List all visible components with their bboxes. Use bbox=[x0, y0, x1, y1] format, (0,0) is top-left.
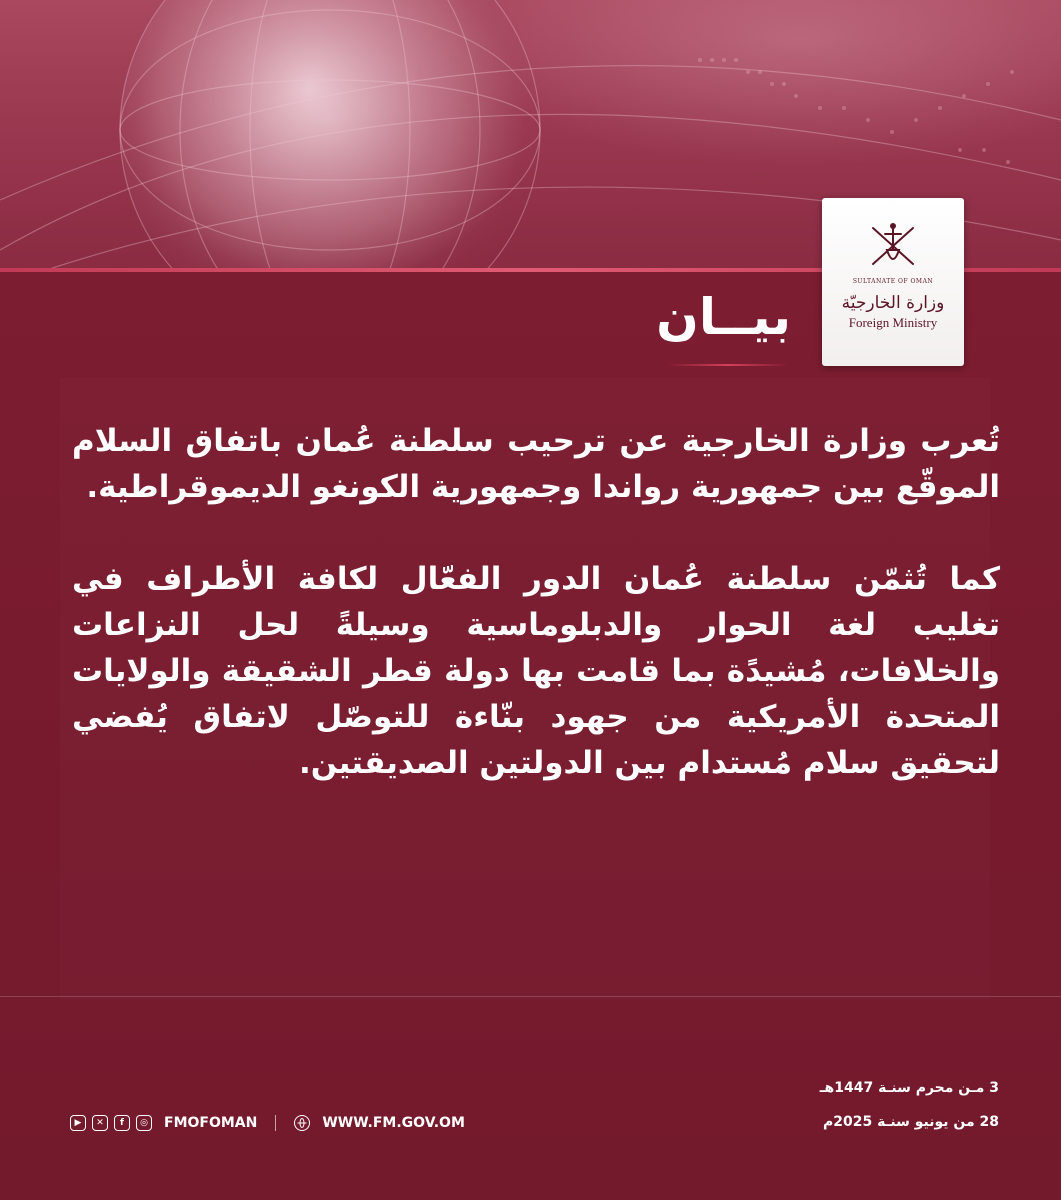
gregorian-date: 28 من يونيو سنـة 2025م bbox=[822, 1114, 999, 1130]
footer-separator bbox=[275, 1115, 276, 1131]
x-icon[interactable]: ✕ bbox=[92, 1115, 108, 1131]
footer-links bbox=[70, 1113, 465, 1133]
logo-arabic-name: وزارة الخارجيّة bbox=[841, 293, 945, 313]
statement-paragraph: تُعرب وزارة الخارجية عن ترحيب سلطنة عُمان باتفاق السلام الموقّع بين جمهورية رواندا وجمهورية الكونغو الديموقراطية. bbox=[72, 423, 1000, 505]
logo-english-name: Foreign Ministry bbox=[848, 315, 938, 330]
statement-body bbox=[72, 418, 1000, 832]
globe-icon bbox=[294, 1115, 310, 1131]
oman-khanjar-emblem-icon bbox=[865, 220, 921, 276]
facebook-icon[interactable]: f bbox=[114, 1115, 130, 1131]
hijri-date: 3 مـن محرم سنـة 1447هـ bbox=[819, 1080, 999, 1096]
youtube-icon[interactable]: ▶ bbox=[70, 1115, 86, 1131]
footer-divider bbox=[0, 996, 1061, 997]
statement-paragraph: كما تُثمّن سلطنة عُمان الدور الفعّال لكافة الأطراف في تغليب لغة الحوار والدبلوماسية وسيلةً لحل النزاعات والخلافات، مُشيدًة بما قامت بها دولة قطر الشقيقة والولايات المتحدة الأمريكية من جهود بنّاءة للتوصّل لاتفاق يُفضي لتحقيق سلام مُستدام بين الدولتين الصديقتين. bbox=[72, 561, 1000, 781]
ministry-logo bbox=[822, 198, 964, 366]
emblem-caption: SULTANATE OF OMAN bbox=[852, 278, 934, 285]
page-title: بيــان bbox=[656, 288, 791, 346]
website-link[interactable]: WWW.FM.GOV.OM bbox=[322, 1115, 465, 1131]
instagram-icon[interactable]: ◎ bbox=[136, 1115, 152, 1131]
social-handle[interactable]: FMOFOMAN bbox=[164, 1115, 258, 1131]
title-underline bbox=[668, 364, 788, 366]
